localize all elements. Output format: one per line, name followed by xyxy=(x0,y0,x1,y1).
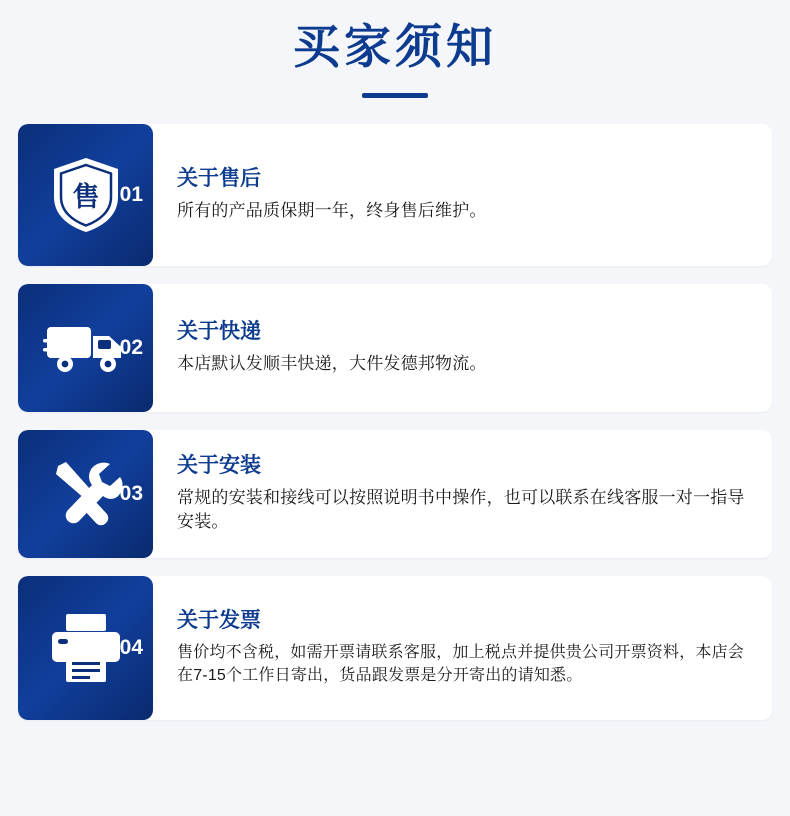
list-item xyxy=(18,430,772,558)
item-number: 04 xyxy=(119,635,143,659)
item-title: 关于安装 xyxy=(177,453,261,477)
shield-aftersales-icon xyxy=(47,153,125,237)
item-body xyxy=(153,576,772,720)
item-description: 所有的产品质保期一年，终身售后维护。 xyxy=(177,201,487,221)
page-header xyxy=(0,0,790,98)
item-icon-tile xyxy=(18,124,153,266)
item-icon-tile xyxy=(18,284,153,412)
list-item xyxy=(18,284,772,412)
item-title: 关于发票 xyxy=(177,608,261,632)
item-description: 本店默认发顺丰快递，大件发德邦物流。 xyxy=(177,354,487,374)
list-item xyxy=(18,124,772,266)
item-title: 关于快递 xyxy=(177,319,261,343)
delivery-truck-icon xyxy=(43,317,129,379)
item-title: 关于售后 xyxy=(177,166,261,190)
item-icon-tile xyxy=(18,576,153,720)
list-item xyxy=(18,576,772,720)
item-icon-tile xyxy=(18,430,153,558)
item-body xyxy=(153,284,772,412)
item-number: 02 xyxy=(119,335,143,359)
item-number: 01 xyxy=(119,182,143,206)
printer-invoice-icon xyxy=(46,612,126,684)
notice-list xyxy=(0,124,790,720)
wrench-screwdriver-icon xyxy=(48,458,124,530)
item-number: 03 xyxy=(119,481,143,505)
page-title: 买家须知 xyxy=(293,20,497,73)
shield-icon-label: 售 xyxy=(72,181,99,212)
item-description: 常规的安装和接线可以按照说明书中操作，也可以联系在线客服一对一指导安装。 xyxy=(177,487,745,532)
item-body xyxy=(153,430,772,558)
item-body xyxy=(153,124,772,266)
item-description: 售价均不含税，如需开票请联系客服，加上税点并提供贵公司开票资料，本店会在7-15个工作日寄出，货品跟发票是分开寄出的请知悉。 xyxy=(177,644,745,685)
title-divider xyxy=(362,93,428,98)
